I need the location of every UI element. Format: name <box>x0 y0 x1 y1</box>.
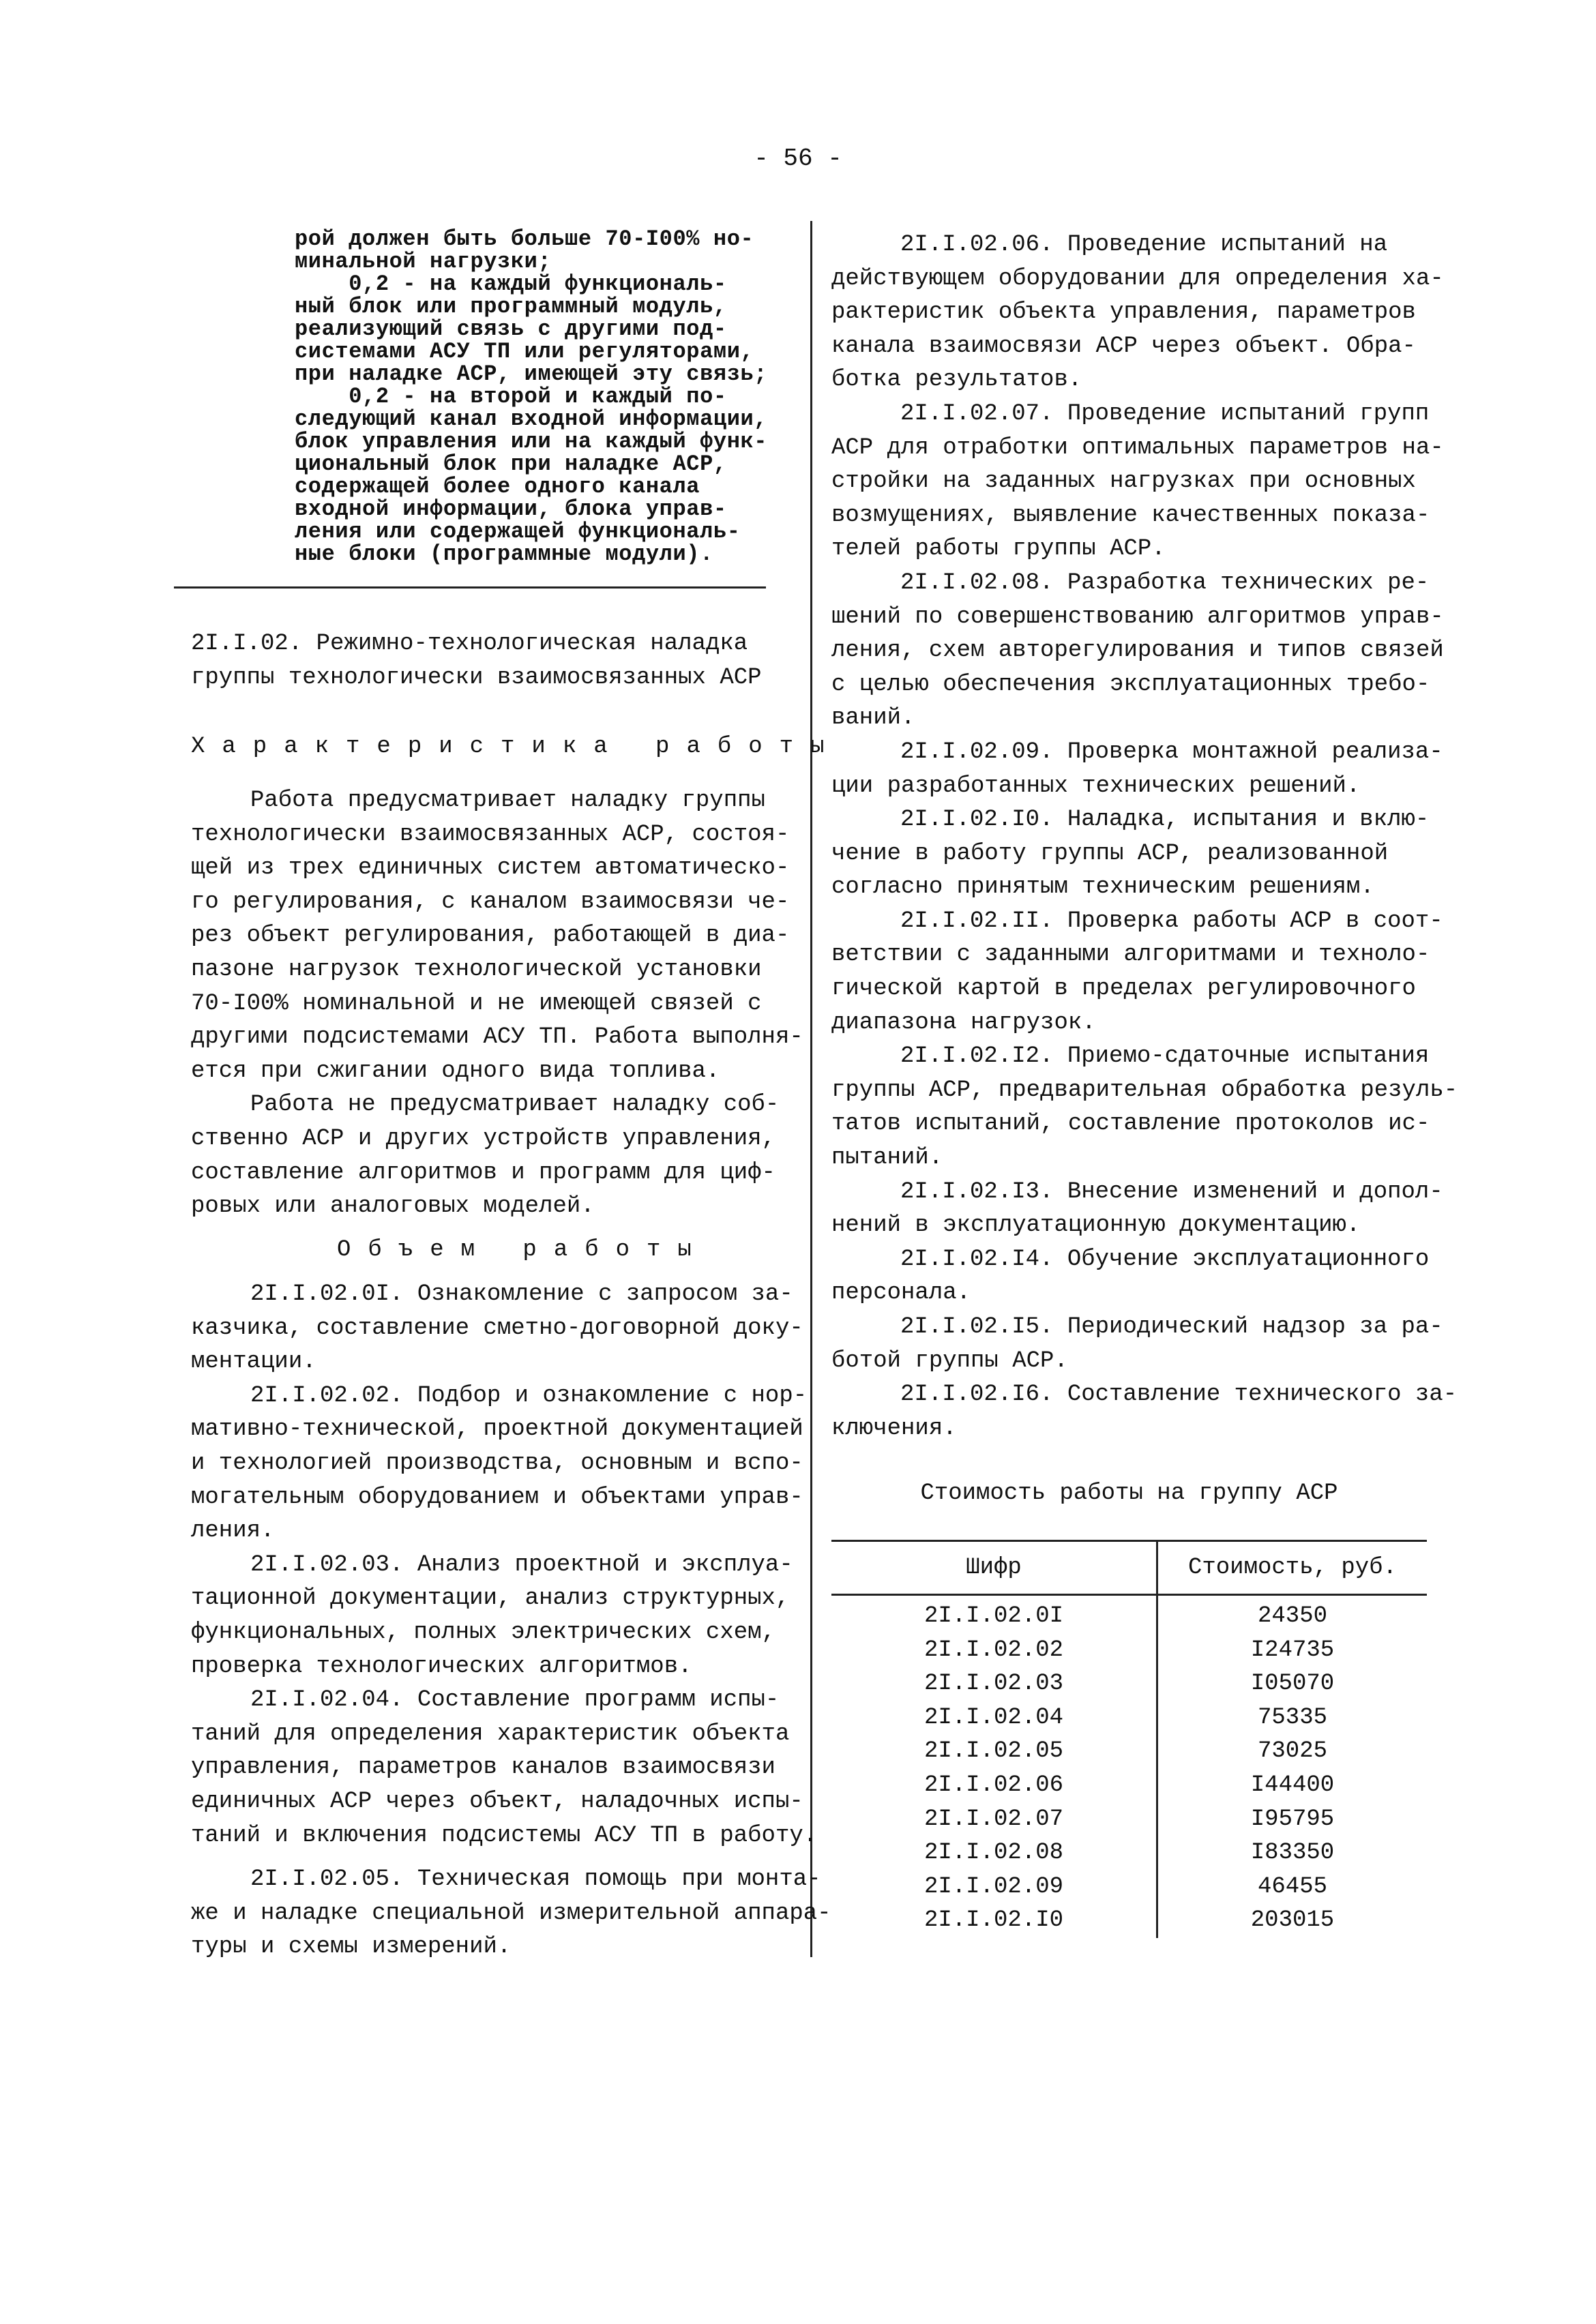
text-line: ваний. <box>831 705 915 732</box>
text-line: функциональных, полных электрических схем, <box>191 1619 775 1645</box>
paragraph <box>831 736 1458 803</box>
text-line: могательным оборудованием и объектами управ- <box>191 1484 803 1510</box>
text-line: группы технологически взаимосвязанных АСР <box>191 664 762 691</box>
text-line: возмущениях, выявление качественных показа- <box>831 502 1430 528</box>
table-row <box>831 1735 1427 1769</box>
text-line: проверка технологических алгоритмов. <box>191 1653 692 1680</box>
table-row <box>831 1871 1427 1905</box>
right-column-text <box>831 228 1458 1446</box>
cost-cell: I44400 <box>1250 1772 1335 1798</box>
header-code: Шифр <box>831 1541 1157 1595</box>
scope-last-paragraph <box>191 1863 831 1965</box>
text-line: ственно АСР и других устройств управления, <box>191 1125 775 1152</box>
text-line: мативно-технической, проектной документацией <box>191 1416 803 1443</box>
characteristic-title: Характеристика работы <box>191 734 842 760</box>
text-line: 2I.I.02.I4. Обучение эксплуатационного <box>900 1246 1430 1272</box>
text-line: телей работы группы АСР. <box>831 536 1166 563</box>
text-line: канала взаимосвязи АСР через объект. Обра- <box>831 333 1416 359</box>
text-line: управления, параметров каналов взаимосвязи <box>191 1755 775 1781</box>
text-line: входной информации, блока управ- <box>295 496 727 522</box>
scope-title: Объем работы <box>337 1237 709 1263</box>
text-line: ления, схем авторегулирования и типов связей <box>831 638 1444 664</box>
text-line: нений в эксплуатационную документацию. <box>831 1212 1361 1239</box>
code-cell: 2I.I.02.07 <box>831 1803 1157 1837</box>
cost-cell: 46455 <box>1257 1873 1328 1900</box>
text-line: рой должен быть больше 70-I00% но- <box>295 226 754 252</box>
text-line: персонала. <box>831 1280 971 1307</box>
text-line: 2I.I.02.06. Проведение испытаний на <box>900 232 1388 258</box>
text-line: с целью обеспечения эксплуатационных требо- <box>831 671 1430 698</box>
paragraph <box>831 1243 1458 1311</box>
table-row <box>831 1634 1427 1668</box>
text-line: 2I.I.02.I0. Наладка, испытания и вклю- <box>900 807 1430 833</box>
text-line: ления. <box>191 1518 275 1545</box>
text-line: же и наладке специальной измерительной аппара- <box>191 1900 831 1926</box>
paragraph <box>191 784 803 1088</box>
text-line: рез объект регулирования, работающей в диа- <box>191 923 790 949</box>
table-header-row <box>831 1541 1427 1595</box>
text-line: 2I.I.02.I3. Внесение изменений и допол- <box>900 1178 1443 1205</box>
paragraph <box>191 1549 817 1684</box>
text-line: следующий канал входной информации, <box>295 406 768 432</box>
paragraph <box>191 1278 817 1380</box>
text-line: го регулирования, с каналом взаимосвязи че- <box>191 889 790 915</box>
code-cell: 2I.I.02.I0 <box>831 1904 1157 1938</box>
table-row <box>831 1595 1427 1634</box>
text-line: 2I.I.02.03. Анализ проектной и эксплуа- <box>250 1551 793 1578</box>
text-line: шений по совершенствованию алгоритмов управ- <box>831 604 1444 630</box>
scope-text <box>191 1278 817 1853</box>
text-line: таний для определения характеристик объекта <box>191 1720 790 1747</box>
text-line: 2I.I.02.I6. Составление технического за- <box>900 1382 1458 1408</box>
text-line: 2I.I.02.09. Проверка монтажной реализа- <box>900 739 1443 765</box>
text-line: Работа предусматривает наладку группы <box>250 788 765 814</box>
paragraph <box>831 1040 1458 1175</box>
table-row <box>831 1667 1427 1701</box>
page-number: - 56 - <box>754 145 842 173</box>
text-line: 0,2 - на второй и каждый по- <box>295 384 727 409</box>
paragraph <box>831 905 1458 1040</box>
cost-table <box>831 1540 1427 1938</box>
text-line: 0,2 - на каждый функциональ- <box>295 271 727 297</box>
cost-cell: I24735 <box>1250 1637 1335 1663</box>
text-line: ные блоки (программные модули). <box>295 541 713 567</box>
text-line: Работа не предусматривает наладку соб- <box>250 1092 780 1118</box>
section-heading <box>191 627 762 695</box>
text-line: при наладке АСР, имеющей эту связь; <box>295 361 768 387</box>
cost-cell: I95795 <box>1250 1806 1335 1832</box>
text-line: пазоне нагрузок технологической установки <box>191 956 762 983</box>
cost-cell: 24350 <box>1257 1603 1328 1629</box>
table-row <box>831 1836 1427 1871</box>
text-line: туры и схемы измерений. <box>191 1934 512 1961</box>
text-line: ключения. <box>831 1415 957 1442</box>
text-line: единичных АСР через объект, наладочных испы- <box>191 1788 803 1815</box>
text-line: щей из трех единичных систем автоматическо- <box>191 855 790 882</box>
paragraph <box>191 1684 817 1853</box>
paragraph <box>831 398 1458 567</box>
text-line: 2I.I.02.04. Составление программ испы- <box>250 1687 780 1714</box>
paragraph <box>191 1380 817 1549</box>
text-line: 2I.I.02.05. Техническая помощь при монта- <box>250 1866 821 1892</box>
text-line: минальной нагрузки; <box>295 249 552 274</box>
text-line: 2I.I.02.02. Подбор и ознакомление с нор- <box>250 1382 808 1409</box>
text-line: казчика, составление сметно-договорной доку- <box>191 1315 803 1341</box>
text-line: ветствии с заданными алгоритмами и техноло- <box>831 942 1430 968</box>
text-line: ментации. <box>191 1349 316 1375</box>
text-line: 70-I00% номинальной и не имеющей связей с <box>191 990 762 1017</box>
text-line: блок управления или на каждый функ- <box>295 429 768 454</box>
table-row <box>831 1904 1427 1938</box>
code-cell: 2I.I.02.08 <box>831 1836 1157 1871</box>
text-line: действующем оборудовании для определения ха- <box>831 265 1444 292</box>
cost-cell: 203015 <box>1250 1907 1335 1934</box>
cost-cell: I83350 <box>1250 1840 1335 1866</box>
code-cell: 2I.I.02.0I <box>831 1595 1157 1634</box>
table-row <box>831 1769 1427 1803</box>
cost-cell: I05070 <box>1250 1671 1335 1697</box>
code-cell: 2I.I.02.06 <box>831 1769 1157 1803</box>
cost-cell: 73025 <box>1257 1738 1328 1765</box>
text-line: ровых или аналоговых моделей. <box>191 1193 595 1220</box>
text-line: стройки на заданных нагрузках при основных <box>831 468 1416 495</box>
header-cost: Стоимость, руб. <box>1157 1541 1428 1595</box>
text-line: 2I.I.02.07. Проведение испытаний групп <box>900 400 1430 427</box>
text-line: ный блок или программный модуль, <box>295 294 727 319</box>
text-line: технологически взаимосвязанных АСР, состоя- <box>191 821 790 848</box>
code-cell: 2I.I.02.03 <box>831 1667 1157 1701</box>
cost-cell: 75335 <box>1257 1704 1328 1731</box>
text-line: чение в работу группы АСР, реализованной <box>831 840 1389 867</box>
text-line: диапазона нагрузок. <box>831 1009 1096 1036</box>
code-cell: 2I.I.02.09 <box>831 1871 1157 1905</box>
text-line: 2I.I.02.08. Разработка технических ре- <box>900 569 1430 596</box>
text-line: ботой группы АСР. <box>831 1347 1068 1374</box>
table-title: Стоимость работы на группу АСР <box>920 1480 1338 1506</box>
text-line: другими подсистемами АСУ ТП. Работа выполня- <box>191 1024 803 1051</box>
text-line: рактеристик объекта управления, параметров <box>831 299 1416 326</box>
text-line: содержащей более одного канала <box>295 474 700 499</box>
text-line: циональный блок при наладке АСР, <box>295 451 727 477</box>
text-line: таний и включения подсистемы АСУ ТП в работу. <box>191 1822 818 1849</box>
text-line: и технологией производства, основным и вспо- <box>191 1450 803 1476</box>
text-line: 2I.I.02.I5. Периодический надзор за ра- <box>900 1314 1443 1340</box>
continued-text-block <box>295 228 767 565</box>
paragraph <box>831 228 1458 398</box>
section-divider <box>174 586 766 589</box>
text-line: реализующий связь с другими под- <box>295 316 727 342</box>
paragraph <box>191 1088 803 1223</box>
text-line: 2I.I.02. Режимно-технологическая наладка <box>191 631 748 657</box>
text-line: системами АСУ ТП или регуляторами, <box>295 339 754 364</box>
text-line: тационной документации, анализ структурных, <box>191 1585 790 1612</box>
characteristic-text <box>191 784 803 1224</box>
text-line: составление алгоритмов и программ для циф- <box>191 1159 775 1186</box>
text-line: татов испытаний, составление протоколов ис- <box>831 1111 1430 1137</box>
text-line: 2I.I.02.II. Проверка работы АСР в соот- <box>900 908 1443 934</box>
table-row <box>831 1803 1427 1837</box>
text-line: согласно принятым техническим решениям. <box>831 874 1374 901</box>
text-line: 2I.I.02.I2. Приемо-сдаточные испытания <box>900 1043 1430 1070</box>
paragraph <box>831 1378 1458 1446</box>
text-line: пытаний. <box>831 1145 943 1172</box>
paragraph <box>831 803 1458 905</box>
text-line: ции разработанных технических решений. <box>831 773 1361 799</box>
paragraph <box>831 1311 1458 1378</box>
code-cell: 2I.I.02.05 <box>831 1735 1157 1769</box>
text-line: ления или содержащей функциональ- <box>295 519 741 544</box>
paragraph <box>831 567 1458 736</box>
text-line: 2I.I.02.0I. Ознакомление с запросом за- <box>250 1281 793 1307</box>
text-line: АСР для отработки оптимальных параметров на- <box>831 434 1444 461</box>
text-line: группы АСР, предварительная обработка резуль- <box>831 1077 1458 1103</box>
text-line: ботка результатов. <box>831 367 1082 393</box>
paragraph <box>831 1176 1458 1243</box>
text-line: ется при сжигании одного вида топлива. <box>191 1058 720 1084</box>
text-line: гической картой в пределах регулировочного <box>831 976 1416 1002</box>
code-cell: 2I.I.02.04 <box>831 1701 1157 1735</box>
code-cell: 2I.I.02.02 <box>831 1634 1157 1668</box>
table-row <box>831 1701 1427 1735</box>
